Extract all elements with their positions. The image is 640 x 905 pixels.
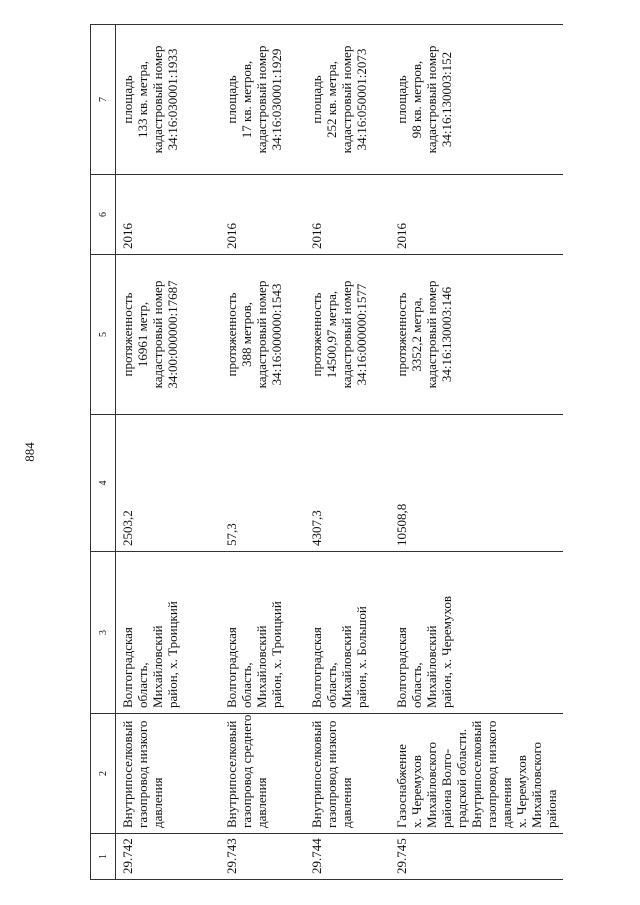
row-number: 29.745 [390,834,563,880]
characteristics-line: 34:16:030001:1929 [268,48,284,151]
characteristics-line: кадастровый номер [253,45,269,154]
name-line: газопровод низкого [135,720,150,828]
object-year: 2016 [116,175,220,255]
extent-line: 3352,2 метра, [408,297,424,372]
address-line: Волгоградская [223,627,239,708]
name-line: района Волго- [438,748,454,828]
address-line: Михайловский [338,625,354,708]
name-line: газопровод низкого [483,720,499,828]
extent-line: 388 метров, [238,302,254,367]
row-number: 29.742 [116,834,220,880]
name-line: Михайловского [423,741,439,828]
extent-line: 14500,97 метра, [323,290,339,379]
name-line: давления [498,777,514,828]
object-characteristics [116,25,220,175]
object-characteristics [390,25,563,175]
extent-line: 34:16:130003:146 [438,286,454,383]
column-header-3: 3 [91,552,116,714]
object-characteristics [305,25,390,175]
extent-line: протяженность [120,292,135,377]
address-line: район, х. Черемухов [438,595,454,708]
object-name [305,714,390,834]
table-row [220,25,305,880]
object-address [116,552,220,714]
address-line: область, [135,662,150,708]
extent-line: протяженность [393,292,409,377]
column-header-1: 1 [91,834,116,880]
object-year: 2016 [305,175,390,255]
name-line: градской области. [453,728,469,828]
name-line: района [543,789,559,828]
characteristics-line: кадастровый номер [338,45,354,154]
characteristics-line: 98 кв. метров, [408,60,424,139]
name-line: Газоснабжение [393,744,409,828]
name-line: Внутрипоселковый [468,720,484,828]
object-address [305,552,390,714]
name-line: х. Черемухов [513,755,529,828]
object-name [220,714,305,834]
column-header-7: 7 [91,25,116,175]
extent-line: 16961 метр, [135,301,150,368]
table-row [390,25,563,880]
name-line: Внутрипоселковый [120,720,135,828]
name-line: х. Черемухов [408,755,424,828]
address-line: область, [323,662,339,708]
address-line: Волгоградская [120,627,135,708]
object-address [390,552,563,714]
table-row [305,25,390,880]
object-value: 4307,3 [305,415,390,552]
column-header-2: 2 [91,714,116,834]
name-line: Внутрипоселковый [308,720,324,828]
characteristics-line: площадь [393,75,409,124]
address-line: Михайловский [253,625,269,708]
characteristics-line: 34:16:050001:2073 [353,48,369,151]
name-line: давления [253,777,269,828]
characteristics-line: площадь [308,75,324,124]
address-line: Волгоградская [393,627,409,708]
extent-line: 34:16:000000:1577 [353,283,369,386]
object-name [390,714,563,834]
extent-line: кадастровый номер [338,280,354,389]
extent-line: протяженность [308,292,324,377]
object-characteristics [220,25,305,175]
column-header-5: 5 [91,255,116,415]
characteristics-line: 133 кв. метра, [135,60,150,139]
header-row [91,25,116,880]
row-number: 29.743 [220,834,305,880]
extent-line: протяженность [223,292,239,377]
characteristics-line: кадастровый номер [423,45,439,154]
row-number: 29.744 [305,834,390,880]
characteristics-line: 17 кв. метров, [238,60,254,139]
characteristics-line: площадь [223,75,239,124]
address-line: область, [238,662,254,708]
object-extent [390,255,563,415]
objects-table [90,24,563,880]
object-extent [305,255,390,415]
address-line: Волгоградская [308,627,324,708]
characteristics-line: 252 кв. метра, [323,60,339,139]
object-address [220,552,305,714]
column-header-4: 4 [91,415,116,552]
object-year: 2016 [390,175,563,255]
characteristics-line: площадь [120,75,135,124]
address-line: Михайловский [423,625,439,708]
name-line: давления [150,777,165,828]
address-line: район, х. Троицкий [165,601,180,708]
extent-line: 34:00:000000:17687 [165,280,180,389]
extent-line: кадастровый номер [150,280,165,389]
extent-line: 34:16:000000:1543 [268,283,284,386]
name-line: Внутрипоселковый [223,720,239,828]
characteristics-line: 34:16:130003:152 [438,51,454,148]
name-line: газопровод среднего [238,714,254,828]
object-extent [220,255,305,415]
name-line: Михайловского [528,741,544,828]
name-line: давления [338,777,354,828]
address-line: область, [408,662,424,708]
extent-line: кадастровый номер [423,280,439,389]
page-number: 884 [22,442,37,462]
object-name [116,714,220,834]
address-line: район, х. Троицкий [268,601,284,708]
extent-line: кадастровый номер [253,280,269,389]
object-value: 2503,2 [116,415,220,552]
object-value: 57,3 [220,415,305,552]
address-line: район, х. Большой [353,606,369,708]
column-header-6: 6 [91,175,116,255]
rotated-table-container [90,25,559,880]
characteristics-line: 34:16:030001:1933 [165,48,180,151]
table-row [116,25,220,880]
address-line: Михайловский [150,625,165,708]
object-year: 2016 [220,175,305,255]
object-value: 10508,8 [390,415,563,552]
name-line: газопровод низкого [323,720,339,828]
object-extent [116,255,220,415]
characteristics-line: кадастровый номер [150,45,165,154]
